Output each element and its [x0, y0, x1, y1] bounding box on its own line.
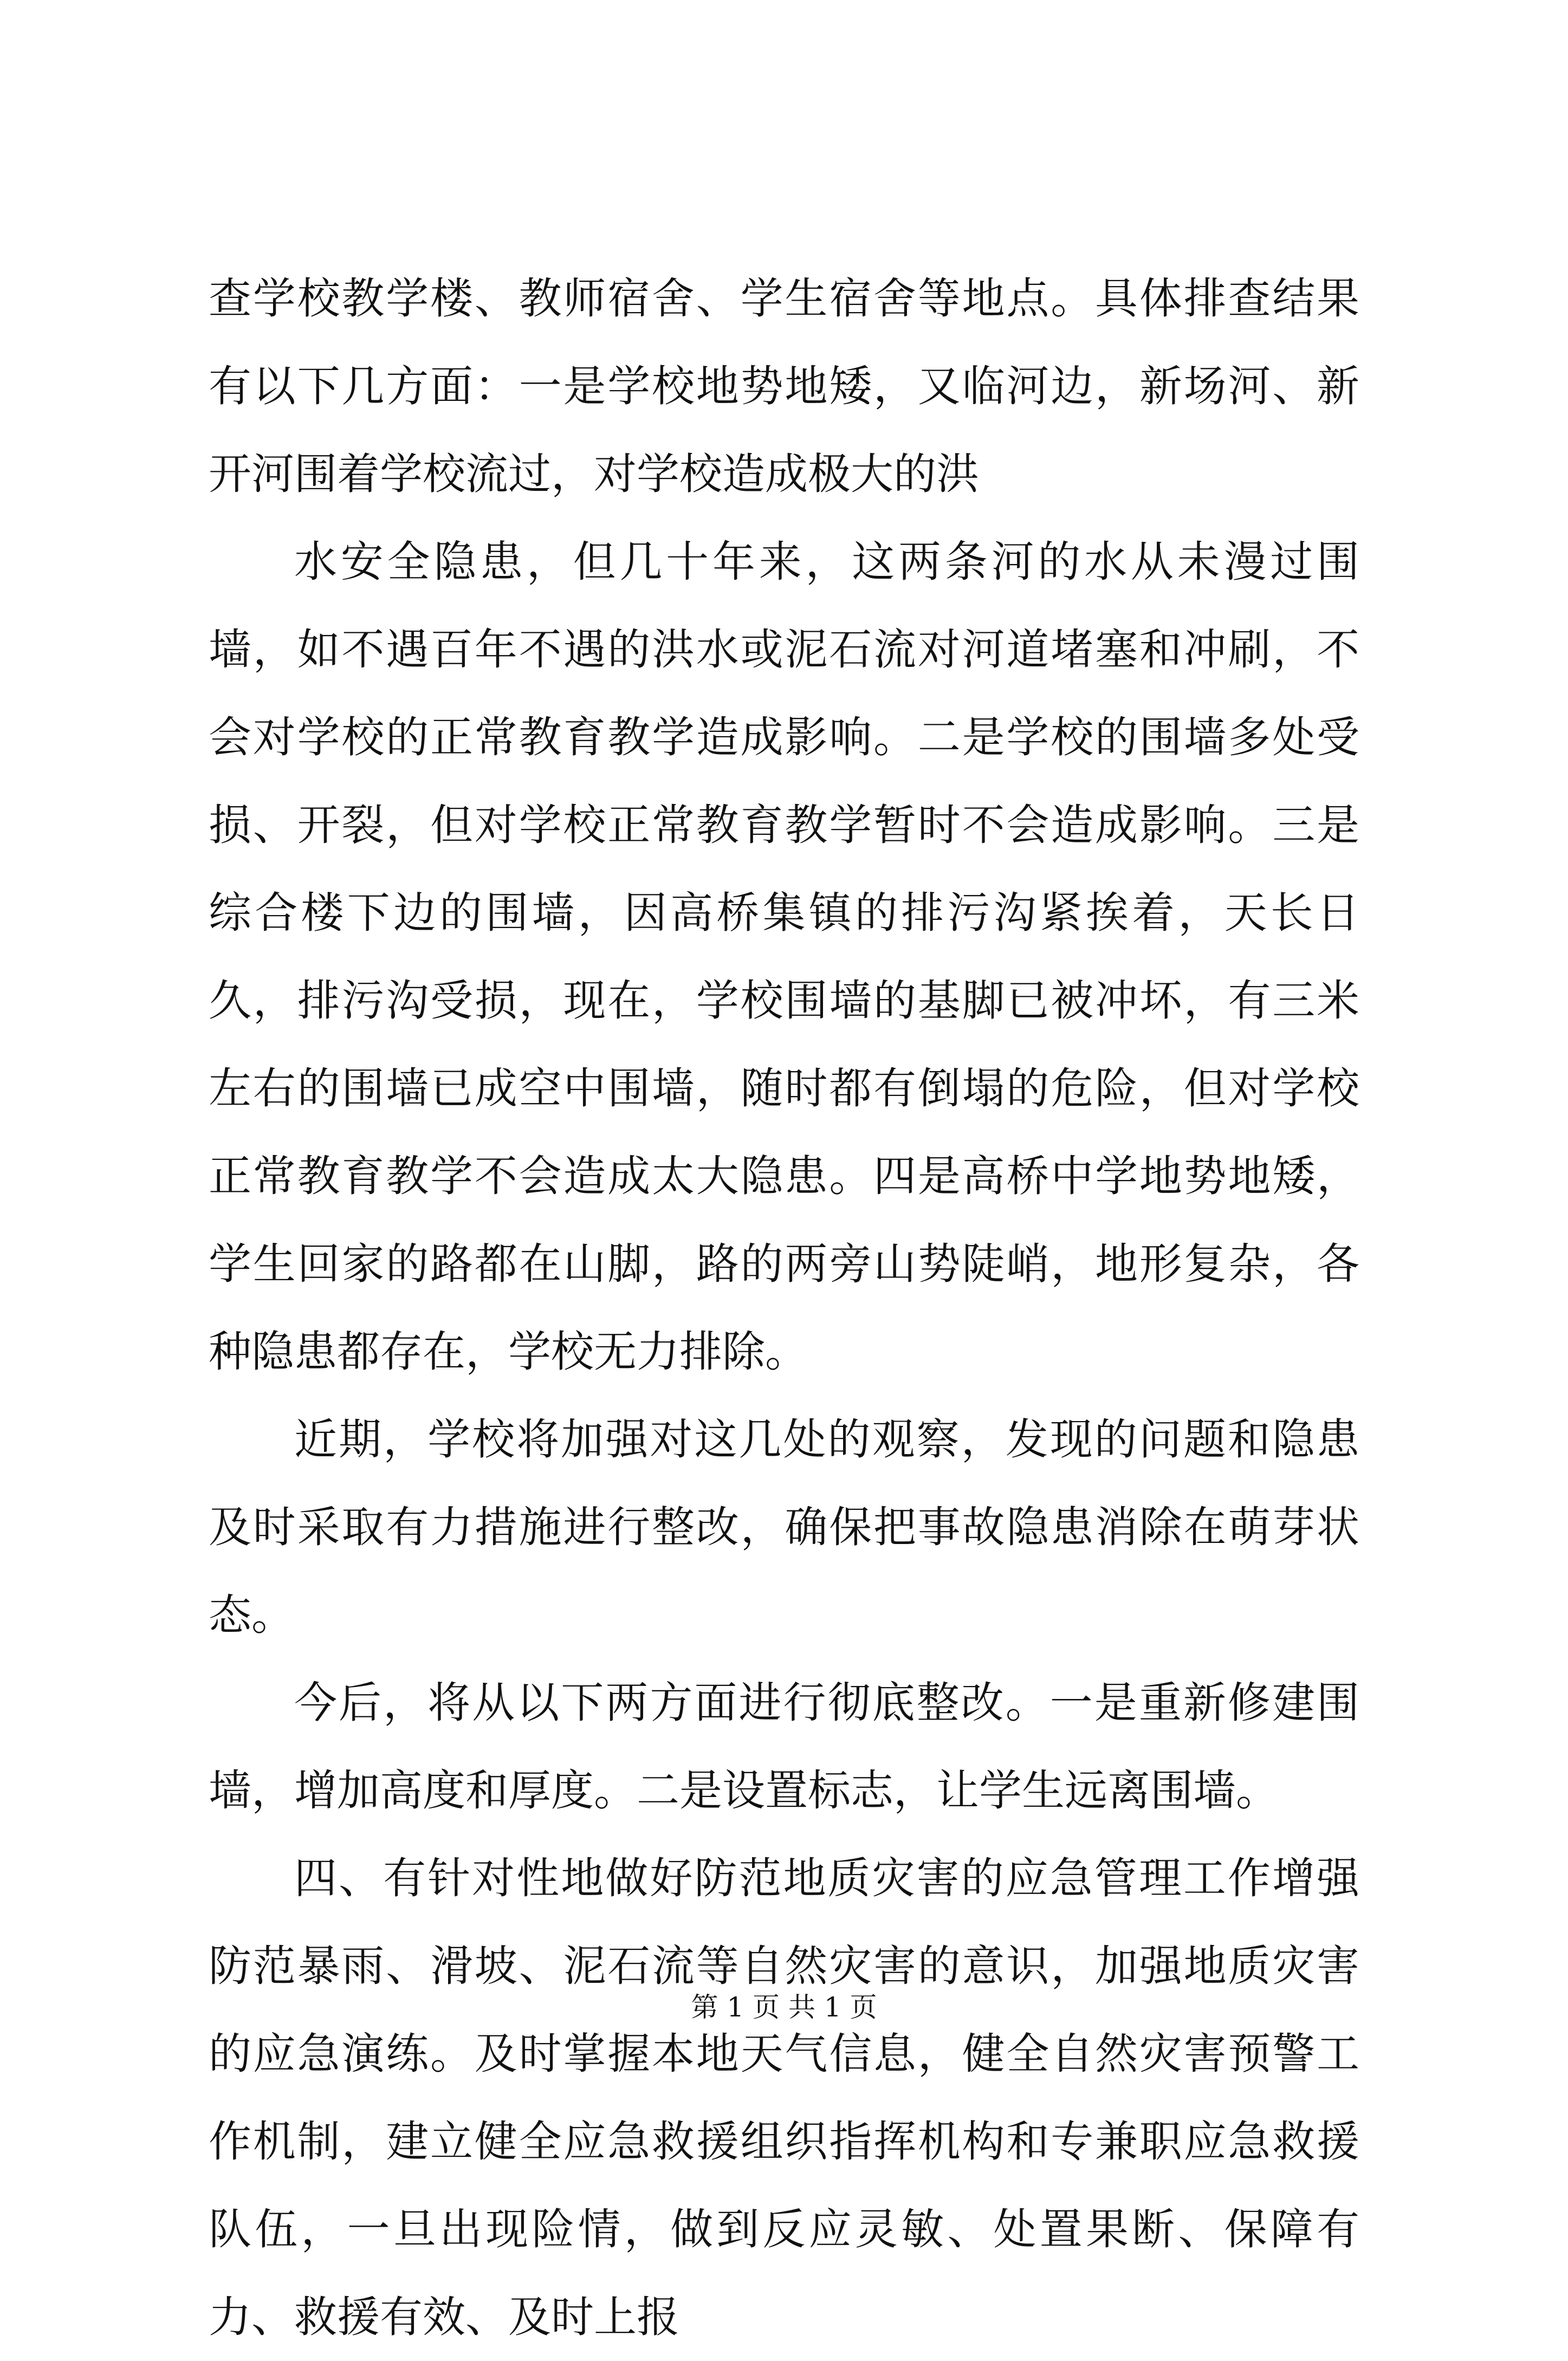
page-footer: 第 1 页 共 1 页	[691, 1992, 877, 2023]
paragraph-continuation: 查学校教学楼、教师宿舍、学生宿舍等地点。具体排查结果有以下几方面：一是学校地势地矮，又临河边，新场河、新开河围着学校流过，对学校造成极大的洪	[209, 274, 1359, 499]
paragraph-near-term: 近期，学校将加强对这几处的观察，发现的问题和隐患及时采取有力措施进行整改，确保把事故隐患消除在萌芽状态。	[209, 1415, 1359, 1640]
paragraph-future-rectification: 今后，将从以下两方面进行彻底整改。一是重新修建围墙，增加高度和厚度。二是设置标志，让学生远离围墙。	[209, 1678, 1359, 1815]
document-body	[209, 255, 1359, 2361]
paragraph-flood-risk: 水安全隐患，但几十年来，这两条河的水从未漫过围墙，如不遇百年不遇的洪水或泥石流对河道堵塞和冲刷，不会对学校的正常教育教学造成影响。二是学校的围墙多处受损、开裂，但对学校正常教育教学暂时不会造成影响。三是综合楼下边的围墙，因高桥集镇的排污沟紧挨着，天长日久，排污沟受损，现在，学校围墙的基脚已被冲坏，有三米左右的围墙已成空中围墙，随时都有倒塌的危险，但对学校正常教育教学不会造成太大隐患。四是高桥中学地势地矮，学生回家的路都在山脚，路的两旁山势陡峭，地形复杂，各种隐患都存在，学校无力排除。	[209, 537, 1359, 1377]
paragraph-section-four: 四、有针对性地做好防范地质灾害的应急管理工作增强防范暴雨、滑坡、泥石流等自然灾害的意识，加强地质灾害的应急演练。及时掌握本地天气信息，健全自然灾害预警工作机制，建立健全应急救援组织指挥机构和专兼职应急救援队伍，一旦出现险情，做到反应灵敏、处置果断、保障有力、救援有效、及时上报	[209, 1853, 1359, 2342]
